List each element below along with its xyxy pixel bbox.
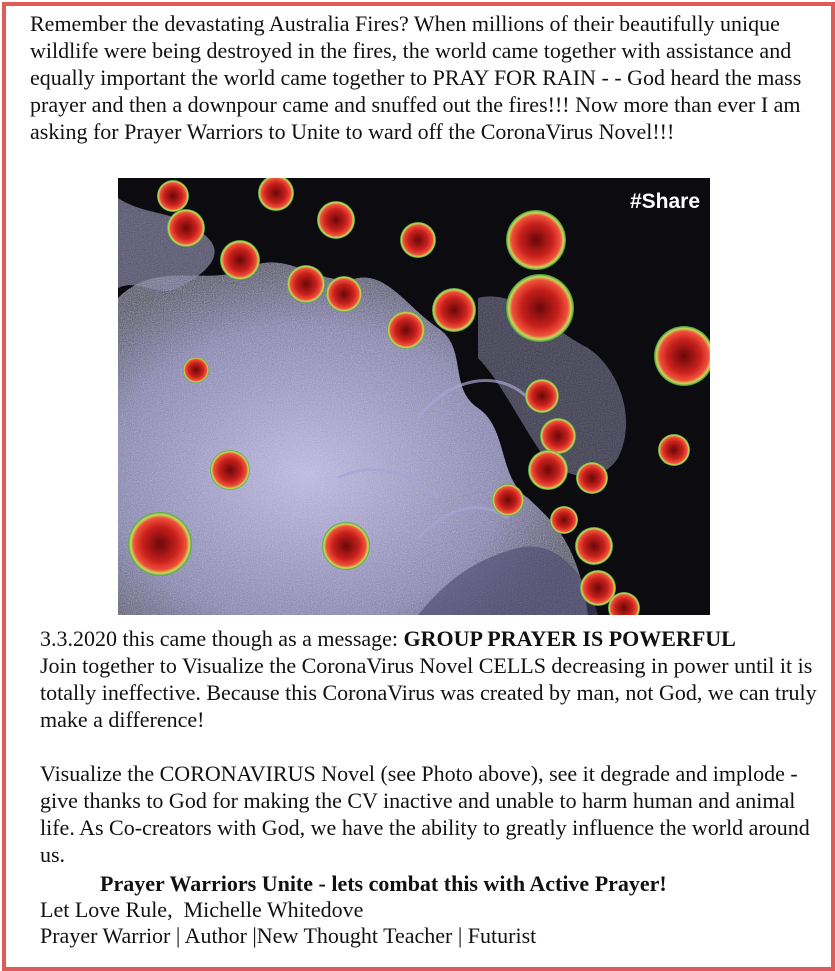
signature-line-1: Let Love Rule, Michelle Whitedove xyxy=(40,897,364,922)
virus-particle xyxy=(525,379,559,413)
virus-particle xyxy=(432,288,476,332)
virus-micrograph xyxy=(118,178,710,615)
virus-particle xyxy=(387,311,425,349)
virus-particle xyxy=(576,462,608,494)
virus-particle xyxy=(128,512,192,576)
virus-particle xyxy=(400,222,436,258)
virus-particle xyxy=(210,450,250,490)
virus-particle xyxy=(167,209,205,247)
message-headline: GROUP PRAYER IS POWERFUL xyxy=(403,626,736,651)
virus-particle xyxy=(326,276,362,312)
message-body: Join together to Visualize the CoronaVirus Novel CELLS decreasing in power until it is totally ineffective. Because this CoronaVirus was created by man, not God, we can truly make a difference! xyxy=(40,653,817,732)
coronavirus-photo xyxy=(118,178,710,615)
visualize-paragraph: Visualize the CORONAVIRUS Novel (see Photo above), see it degrade and implode - give thanks to God for making the CV inactive and unable to harm human and animal life. As Co-creators with God, we have the ability to greatly influence the world around us. xyxy=(40,761,810,867)
virus-particle xyxy=(550,506,578,534)
virus-particle xyxy=(183,357,209,383)
virus-particle xyxy=(492,484,524,516)
virus-particle xyxy=(658,434,690,466)
virus-particle xyxy=(506,210,566,270)
virus-particle xyxy=(157,180,189,212)
virus-particle xyxy=(220,240,260,280)
virus-particle xyxy=(317,201,355,239)
intro-paragraph: Remember the devastating Australia Fires? When millions of their beautifully unique wildlife were being destroyed in the fires, the world came together with assistance and equally important the world came together to PRAY FOR RAIN - - God heard the mass prayer and then a downpour came and snuffed out the fires!!! Now more than ever I am asking for Prayer Warriors to Unite to ward off the CoronaVirus Novel!!! xyxy=(30,11,802,144)
virus-particle xyxy=(287,265,325,303)
virus-particle xyxy=(528,450,568,490)
signature-line-2: Prayer Warrior | Author |New Thought Teacher | Futurist xyxy=(40,923,537,948)
share-hashtag: #Share xyxy=(629,190,700,213)
message-date-prefix: 3.3.2020 this came though as a message: xyxy=(40,626,404,651)
call-to-action: Prayer Warriors Unite - lets combat this with Active Prayer! xyxy=(100,871,667,896)
virus-particle xyxy=(575,527,613,565)
virus-particle xyxy=(322,522,370,570)
virus-particle xyxy=(540,418,576,454)
virus-particle xyxy=(506,274,574,342)
message-paragraph xyxy=(40,625,820,733)
